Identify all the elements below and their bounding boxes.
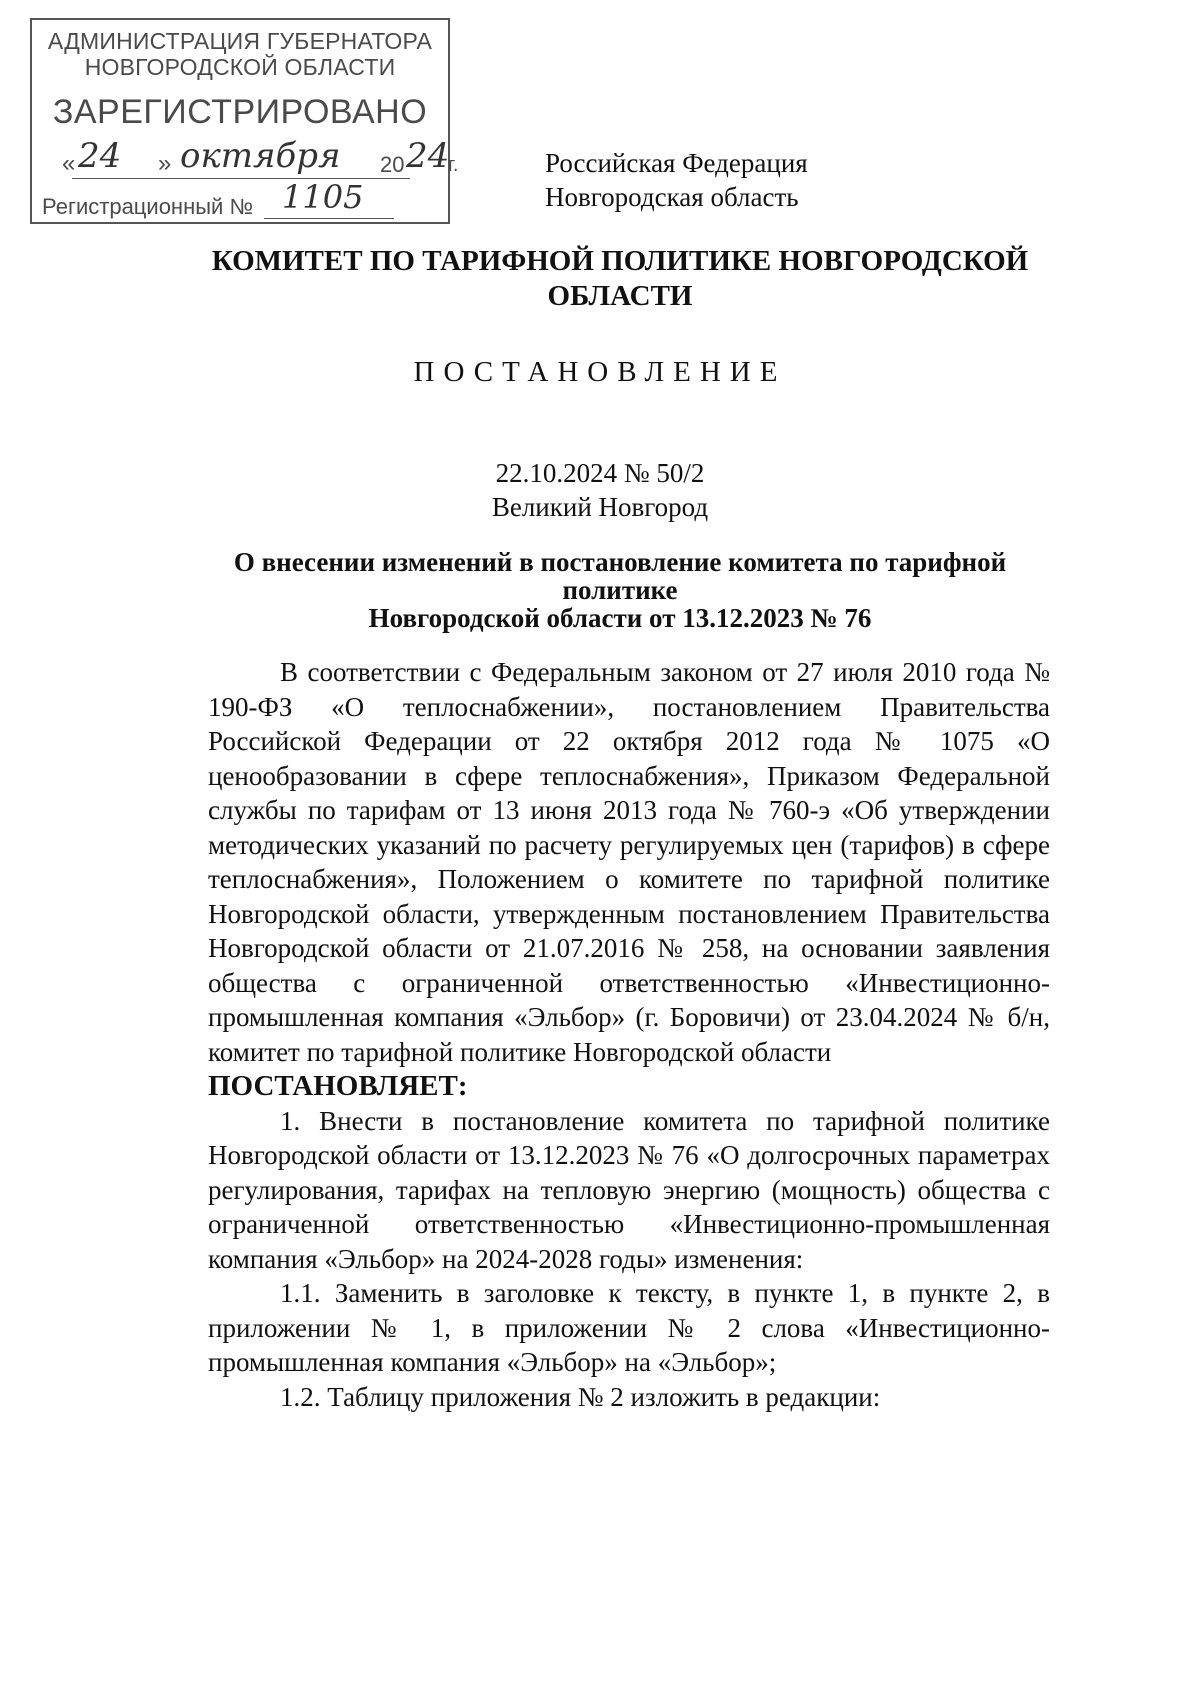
decrees-heading: ПОСТАНОВЛЯЕТ: — [208, 1070, 468, 1102]
item-1-1-paragraph: 1.1. Заменить в заголовке к тексту, в пункте 1, в пункте 2, в приложении № 1, в приложении № 2 слова «Инвестиционно-промышленная компания «Эльбор» на «Эльбор»; — [208, 1278, 1050, 1377]
stamp-year-suffix: 24 — [406, 136, 450, 176]
stamp-year-prefix: 20 — [380, 152, 405, 177]
stamp-quote-close: » — [158, 150, 172, 177]
stamp-month: октября — [180, 136, 341, 176]
federation-header — [545, 146, 808, 214]
document-city: Великий Новгород — [491, 492, 709, 522]
date-and-place — [0, 456, 1200, 524]
stamp-admin-line1: АДМИНИСТРАЦИЯ ГУБЕРНАТОРА — [47, 28, 433, 54]
stamp-admin-line2: НОВГОРОДСКОЙ ОБЛАСТИ — [84, 54, 396, 80]
stamp-day: 24 — [78, 136, 122, 176]
stamp-reg-value: 1105 — [282, 178, 364, 216]
stamp-registered-label: ЗАРЕГИСТРИРОВАНО — [52, 93, 428, 131]
country-name: Российская Федерация — [545, 148, 808, 178]
subject-line2: Новгородской области от 13.12.2023 № 76 — [368, 603, 872, 633]
subject-line1: О внесении изменений в постановление комитета по тарифной политике — [233, 547, 1007, 605]
stamp-reg-line — [264, 218, 394, 219]
document-subject — [190, 548, 1050, 632]
preamble-paragraph: В соответствии с Федеральным законом от 27 июля 2010 года № 190-ФЗ «О теплоснабжении», постановлением Правительства Российской Федерации от 22 октября 2012 года № 1075 «О ценообразовании в сфере теплоснабжения», Приказом Федеральной службы по тарифам от 13 июня 2013 года № 760-э «Об утверждении методических указаний по расчету регулируемых цен (тарифов) в сфере теплоснабжения», Положением о комитете по тарифной политике Новгородской области, утвержденным постановлением Правительства Новгородской области от 21.07.2016 № 258, на основании заявления общества с ограниченной ответственностью «Инвестиционно-промышленная компания «Эльбор» (г. Боровичи) от 23.04.2024 № б/н, комитет по тарифной политике Новгородской области — [208, 657, 1050, 1067]
document-type: ПОСТАНОВЛЕНИЕ — [413, 356, 787, 388]
region-name: Новгородская область — [545, 182, 799, 212]
document-body — [208, 655, 1050, 1414]
committee-title-line2: ОБЛАСТИ — [547, 280, 693, 312]
document-date-number: 22.10.2024 № 50/2 — [495, 458, 705, 488]
committee-title — [190, 244, 1050, 314]
stamp-year-unit: г. — [448, 154, 459, 176]
item-1-2-paragraph: 1.2. Таблицу приложения № 2 изложить в редакции: — [280, 1381, 881, 1412]
stamp-reg-label: Регистрационный № — [42, 194, 254, 219]
stamp-date — [62, 136, 459, 182]
stamp-quote-open: « — [62, 150, 76, 177]
stamp-admin-title — [32, 28, 448, 80]
committee-title-line1: КОМИТЕТ ПО ТАРИФНОЙ ПОЛИТИКЕ НОВГОРОДСКОЙ — [211, 245, 1029, 277]
stamp-reg-number — [42, 178, 364, 220]
registration-stamp — [30, 18, 459, 224]
item-1-paragraph: 1. Внести в постановление комитета по тарифной политике Новгородской области от 13.12.2023 № 76 «О долгосрочных параметрах регулирования, тарифах на тепловую энергию (мощность) общества с ограниченной ответственностью «Инвестиционно-промышленная компания «Эльбор» на 2024-2028 годы» изменения: — [208, 1105, 1050, 1274]
